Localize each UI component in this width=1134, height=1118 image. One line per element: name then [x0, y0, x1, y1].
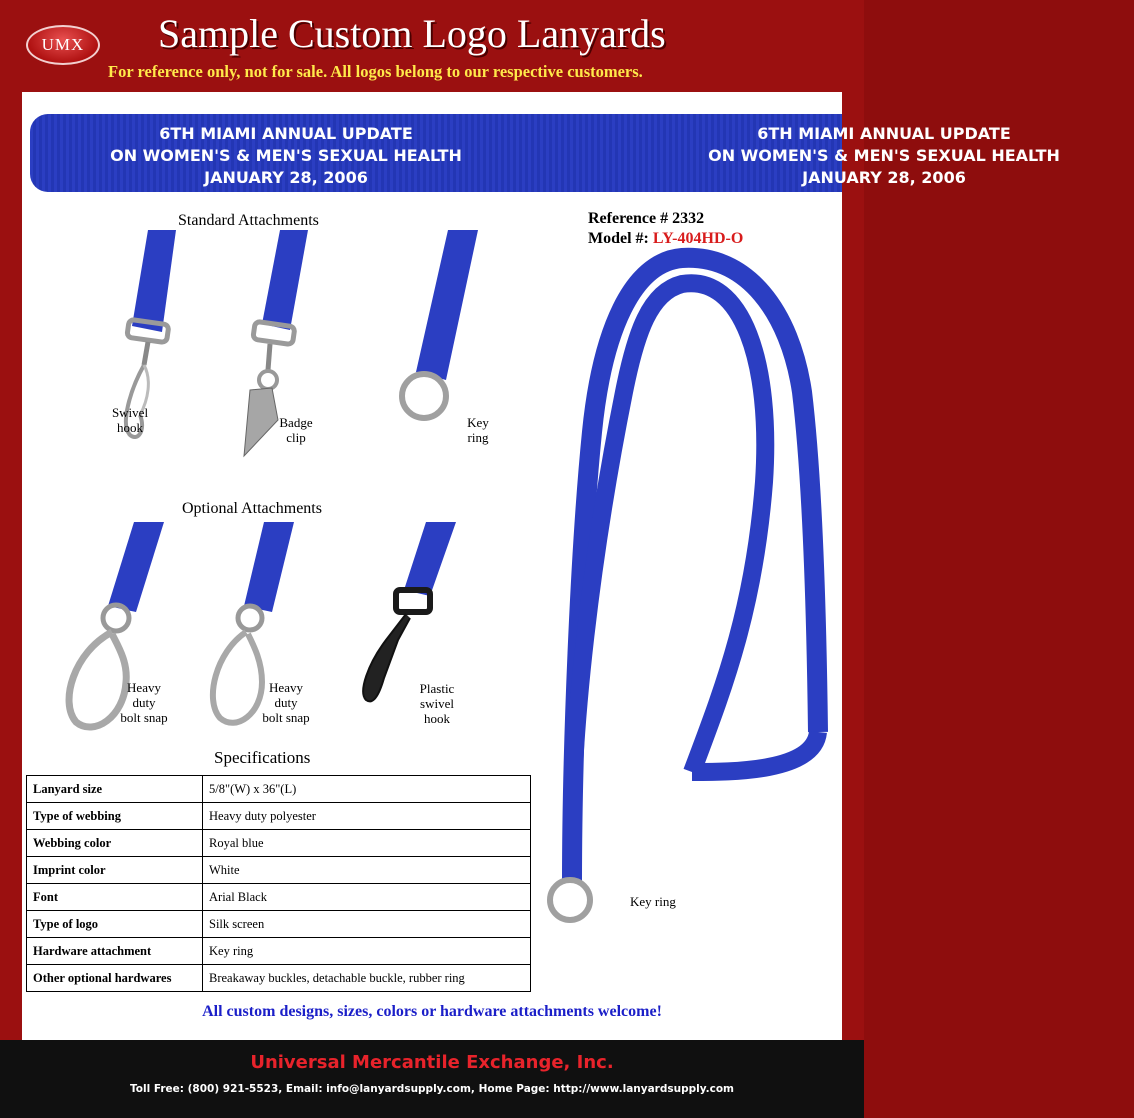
spec-key: Imprint color	[27, 857, 203, 884]
spec-key: Type of logo	[27, 911, 203, 938]
optional-attachments-title: Optional Attachments	[182, 500, 322, 517]
lanyard-banner	[30, 114, 1060, 192]
label-line: bolt snap	[262, 710, 310, 725]
label-line: duty	[132, 695, 156, 710]
spec-value: Arial Black	[203, 884, 531, 911]
footer	[0, 1040, 864, 1118]
standard-attachments-title: Standard Attachments	[178, 212, 319, 229]
specifications-title: Specifications	[214, 748, 311, 767]
spec-key: Webbing color	[27, 830, 203, 857]
bolt-snap-label	[114, 680, 174, 725]
spec-key: Other optional hardwares	[27, 965, 203, 992]
label-line: swivel	[420, 696, 454, 711]
label-line: duty	[274, 695, 298, 710]
label-line: Heavy	[269, 680, 303, 695]
plastic-swivel-hook-label	[412, 681, 462, 726]
banner-line: ON WOMEN'S & MEN'S SEXUAL HEALTH	[708, 146, 1060, 165]
label-line: ring	[467, 430, 489, 445]
spec-value: White	[203, 857, 531, 884]
label-line: Heavy	[127, 680, 161, 695]
company-name: Universal Mercantile Exchange, Inc.	[250, 1052, 614, 1073]
banner-line: JANUARY 28, 2006	[802, 168, 966, 187]
contact-info: Toll Free: (800) 921-5523, Email: info@lanyardsupply.com, Home Page: http://www.lanyardsupply.com	[130, 1083, 734, 1095]
spec-value: Royal blue	[203, 830, 531, 857]
spec-row	[27, 776, 531, 803]
swivel-hook-label	[108, 405, 152, 435]
label-line: hook	[424, 711, 450, 726]
spec-row	[27, 830, 531, 857]
banner-line: ON WOMEN'S & MEN'S SEXUAL HEALTH	[110, 146, 462, 165]
spec-row	[27, 965, 531, 992]
page-subtitle: For reference only, not for sale. All logos belong to our respective customers.	[108, 62, 643, 81]
spec-row	[27, 938, 531, 965]
key-ring-image	[386, 230, 496, 440]
spec-key: Hardware attachment	[27, 938, 203, 965]
model-number: LY-404HD-O	[652, 230, 744, 247]
spec-key: Font	[27, 884, 203, 911]
label-line: Swivel	[111, 405, 149, 420]
banner-text	[36, 123, 536, 189]
spec-row	[27, 884, 531, 911]
badge-clip-label	[274, 415, 318, 445]
specifications-table	[26, 775, 531, 992]
reference-block	[588, 209, 743, 249]
model-label: Model #:	[588, 230, 649, 247]
spec-row	[27, 857, 531, 884]
spec-value: Breakaway buckles, detachable buckle, rubber ring	[203, 965, 531, 992]
umx-logo: UMX	[26, 25, 100, 65]
banner-line: JANUARY 28, 2006	[204, 168, 368, 187]
bolt-snap-label	[256, 680, 316, 725]
label-line: Badge	[279, 415, 313, 430]
label-line: Key	[467, 415, 489, 430]
spec-row	[27, 911, 531, 938]
spec-value: Silk screen	[203, 911, 531, 938]
full-lanyard-image	[532, 252, 832, 942]
welcome-note: All custom designs, sizes, colors or hardware attachments welcome!	[202, 1003, 662, 1020]
spec-value: Heavy duty polyester	[203, 803, 531, 830]
spec-value: 5/8"(W) x 36"(L)	[203, 776, 531, 803]
key-ring-label	[458, 415, 498, 445]
header	[0, 0, 864, 92]
label-line: hook	[117, 420, 143, 435]
model-line	[588, 229, 743, 249]
spec-key: Type of webbing	[27, 803, 203, 830]
reference-number: Reference # 2332	[588, 210, 705, 227]
banner-line: 6TH MIAMI ANNUAL UPDATE	[757, 124, 1011, 143]
spec-row	[27, 803, 531, 830]
label-line: Plastic	[419, 681, 455, 696]
banner-text-repeat	[634, 123, 1134, 189]
banner-line: 6TH MIAMI ANNUAL UPDATE	[159, 124, 413, 143]
spec-key: Lanyard size	[27, 776, 203, 803]
page-title: Sample Custom Logo Lanyards	[158, 11, 666, 56]
spec-value: Key ring	[203, 938, 531, 965]
content-panel	[22, 92, 1060, 1040]
label-line: bolt snap	[120, 710, 168, 725]
key-ring-callout: Key ring	[630, 894, 676, 909]
label-line: clip	[286, 430, 306, 445]
